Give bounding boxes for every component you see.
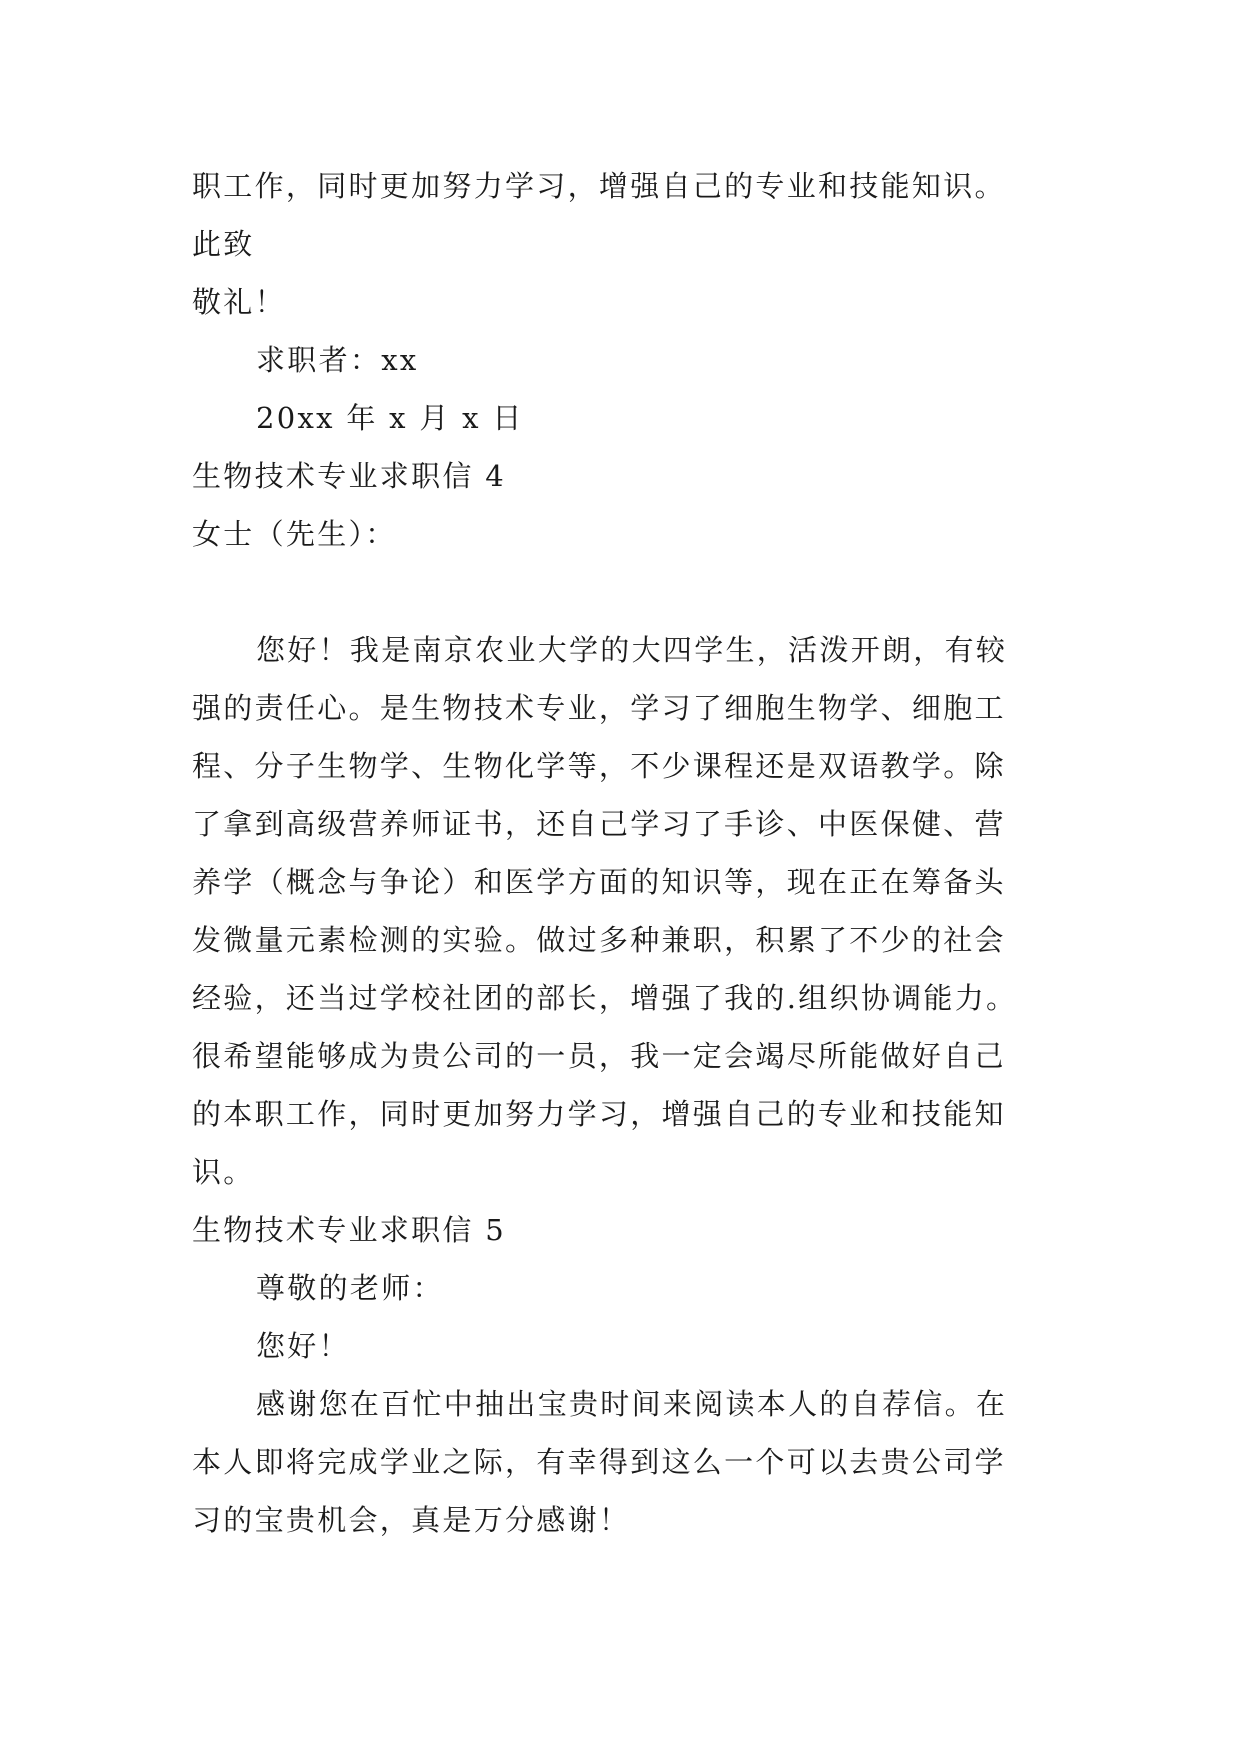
greeting: 女士（先生）： <box>192 517 397 551</box>
section-heading: 生物技术专业求职信 4 <box>192 459 506 493</box>
paragraph-line: 识。 <box>192 1155 255 1189</box>
greeting: 尊敬的老师： <box>256 1271 444 1305</box>
paragraph-line: 的本职工作，同时更加努力学习，增强自己的专业和技能知 <box>192 1097 1006 1131</box>
section-heading: 生物技术专业求职信 5 <box>192 1213 506 1247</box>
paragraph-line: 很希望能够成为贵公司的一员，我一定会竭尽所能做好自己 <box>192 1039 1006 1073</box>
paragraph-line: 您好！我是南京农业大学的大四学生，活泼开朗，有较 <box>256 633 1008 667</box>
paragraph-line: 习的宝贵机会，真是万分感谢！ <box>192 1503 631 1537</box>
closing-respect: 敬礼！ <box>192 285 286 319</box>
paragraph-line: 感谢您在百忙中抽出宝贵时间来阅读本人的自荐信。在 <box>256 1387 1008 1421</box>
paragraph-line: 程、分子生物学、生物化学等，不少课程还是双语教学。除 <box>192 749 1006 783</box>
paragraph-line: 养学（概念与争论）和医学方面的知识等，现在正在筹备头 <box>192 865 1006 899</box>
paragraph-line: 本人即将完成学业之际，有幸得到这么一个可以去贵公司学 <box>192 1445 1006 1479</box>
signature-date: 20xx 年 x 月 x 日 <box>256 401 524 435</box>
paragraph-line: 了拿到高级营养师证书，还自己学习了手诊、中医保健、营 <box>192 807 1006 841</box>
paragraph-line: 发微量元素检测的实验。做过多种兼职，积累了不少的社会 <box>192 923 1006 957</box>
text-line: 职工作，同时更加努力学习，增强自己的专业和技能知识。 <box>192 169 1006 203</box>
closing-salutation: 此致 <box>192 227 255 261</box>
greeting-hello: 您好！ <box>256 1329 350 1363</box>
signature-applicant: 求职者：xx <box>256 343 419 377</box>
paragraph-line: 经验，还当过学校社团的部长，增强了我的.组织协调能力。 <box>192 981 1018 1015</box>
paragraph-line: 强的责任心。是生物技术专业，学习了细胞生物学、细胞工 <box>192 691 1006 725</box>
